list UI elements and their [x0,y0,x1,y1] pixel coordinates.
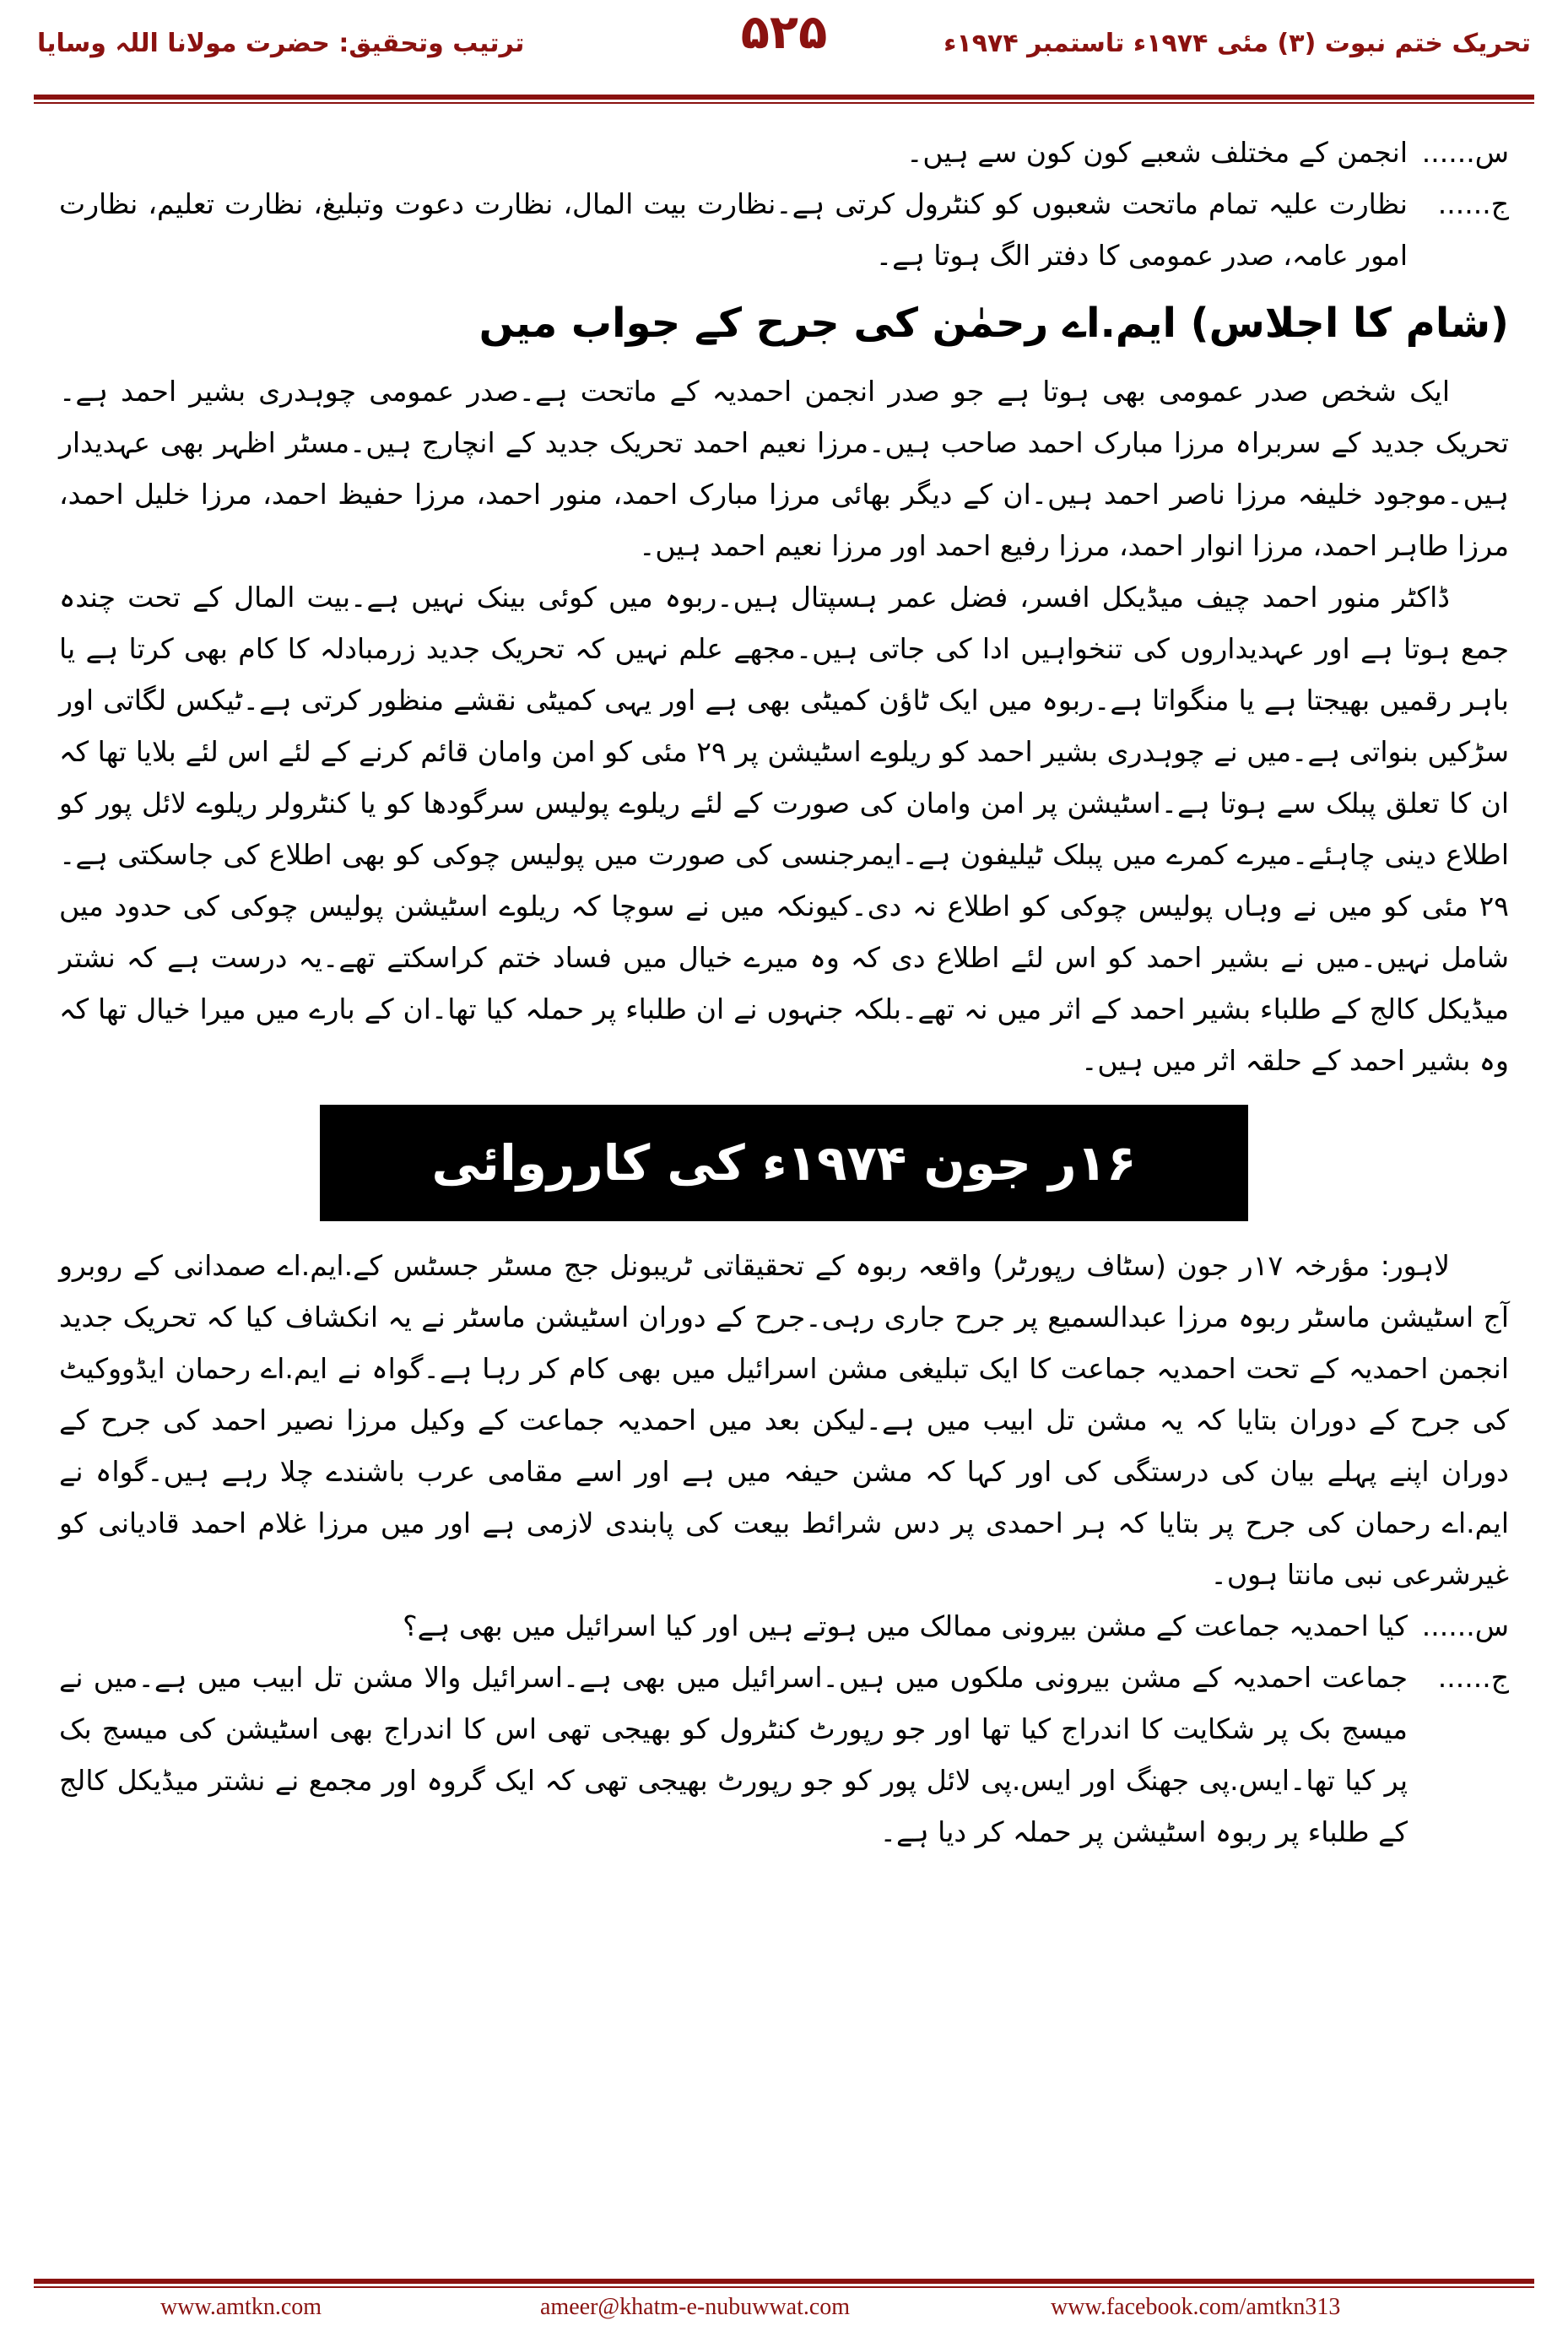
answer-1 [59,178,1509,281]
header-compiler: ترتیب وتحقیق: حضرت مولانا اللہ وسایا [37,29,525,58]
answer-label: ج...... [1437,1661,1509,1694]
answer-2 [59,1652,1509,1858]
footer-rule [34,2279,1534,2284]
answer-label: ج...... [1437,187,1509,220]
footer-website-link[interactable]: www.amtkn.com [160,2294,322,2320]
question-1 [59,127,1509,178]
answer-text: جماعت احمدیہ کے مشن بیرونی ملکوں میں ہیں۔اسرائیل میں بھی ہے۔اسرائیل والا مشن تل ابیب میں ہے۔میں نے میسج بک پر شکایت کا اندراج کیا تھا اور جو رپورٹ کنٹرول کو بھیجی تھی اس کا اندراج بھی اسٹیشن کی میسج بک پر کیا تھا۔ایس.پی جھنگ اور ایس.پی لائل پور کو جو رپورٹ بھیجی تھی کہ ایک گروہ اور مجمع نے نشتر میڈیکل کالج کے طلباء پر ربوہ اسٹیشن پر حملہ کر دیا ہے۔ [59,1661,1408,1848]
page-body [59,127,1509,1858]
question-text: کیا احمدیہ جماعت کے مشن بیرونی ممالک میں ہوتے ہیں اور کیا اسرائیل میں بھی ہے؟ [403,1609,1408,1642]
question-text: انجمن کے مختلف شعبے کون کون سے ہیں۔ [906,136,1408,169]
footer-facebook-link[interactable]: www.facebook.com/amtkn313 [1051,2294,1341,2320]
header-rule [34,95,1534,100]
date-banner: ۱۶ر جون ۱۹۷۴ء کی کارروائی [320,1105,1248,1221]
paragraph-1: ایک شخص صدر عمومی بھی ہوتا ہے جو صدر انجمن احمدیہ کے ماتحت ہے۔صدر عمومی چوہدری بشیر احمد ہے۔تحریک جدید کے سربراہ مرزا مبارک احمد صاحب ہیں۔مرزا نعیم احمد تحریک جدید کے انچارج ہیں۔مسٹر اظہر بھی عہدیدار ہیں۔موجود خلیفہ مرزا ناصر احمد ہیں۔ان کے دیگر بھائی مرزا مبارک احمد، منور احمد، مرزا حفیظ احمد، مرزا خلیل احمد، مرزا طاہر احمد، مرزا انوار احمد، مرزا رفیع احمد اور مرزا نعیم احمد ہیں۔ [59,375,1509,562]
footer-email-link[interactable]: ameer@khatm-e-nubuwwat.com [540,2294,851,2320]
page-number: ۵۲۵ [740,5,828,60]
paragraph-2: ڈاکٹر منور احمد چیف میڈیکل افسر، فضل عمر ہسپتال ہیں۔ربوہ میں کوئی بینک نہیں ہے۔بیت المال کے تحت چندہ جمع ہوتا ہے اور عہدیداروں کی تنخواہیں ادا کی جاتی ہیں۔مجھے علم نہیں کہ تحریک جدید زرمبادلہ کا کام بھی کرتا ہے یا باہر رقمیں بھیجتا ہے یا منگواتا ہے۔ربوہ میں ایک ٹاؤن کمیٹی بھی ہے اور یہی کمیٹی نقشے منظور کرتی ہے۔ٹیکس لگاتی اور سڑکیں بنواتی ہے۔میں نے چوہدری بشیر احمد کو ریلوے اسٹیشن پر ۲۹ مئی کو امن وامان قائم کرنے کے لئے اس لئے بلایا تھا کہ ان کا تعلق پبلک سے ہوتا ہے۔اسٹیشن پر امن وامان کی صورت کے لئے ریلوے پولیس سرگودھا کو یا کنٹرولر ریلوے لائل پور کو اطلاع دینی چاہئے۔میرے کمرے میں پبلک ٹیلیفون ہے۔ایمرجنسی کی صورت میں پولیس چوکی کو بھی اطلاع کی جاسکتی ہے۔۲۹ مئی کو میں نے وہاں پولیس چوکی کو اطلاع نہ دی۔کیونکہ میں نے سوچا کہ ریلوے اسٹیشن پولیس چوکی کی حدود میں شامل نہیں۔میں نے بشیر احمد کو اس لئے اطلاع دی کہ وہ میرے خیال میں فساد ختم کراسکتے تھے۔یہ درست ہے کہ نشتر میڈیکل کالج کے طلباء بشیر احمد کے اثر میں نہ تھے۔بلکہ جنہوں نے ان طلباء پر حملہ کیا تھا۔ان کے بارے میں میرا خیال تھا کہ وہ بشیر احمد کے حلقہ اثر میں ہیں۔ [59,581,1509,1077]
page-header [0,0,1568,100]
question-2 [59,1600,1509,1652]
header-rule-thin [34,102,1534,104]
banner-wrapper [59,1105,1509,1221]
header-book-title: تحریک ختم نبوت (۳) مئی ۱۹۷۴ء تاستمبر ۱۹۷۴ء [944,29,1531,58]
page-footer [0,2279,1568,2342]
section-heading: (شام کا اجلاس) ایم.اے رحمٰن کی جرح کے جواب میں [479,300,1509,347]
question-label: س...... [1421,1609,1509,1642]
footer-rule-thin [34,2286,1534,2288]
question-label: س...... [1421,136,1509,169]
paragraph-3: لاہور: مؤرخہ ۱۷ر جون (سٹاف رپورٹر) واقعہ ربوہ کے تحقیقاتی ٹریبونل جج مسٹر جسٹس کے.ایم.اے صمدانی کے روبرو آج اسٹیشن ماسٹر ربوہ مرزا عبدالسمیع پر جرح جاری رہی۔جرح کے دوران اسٹیشن ماسٹر نے یہ انکشاف کیا کہ تحریک جدید انجمن احمدیہ کے تحت احمدیہ جماعت کا ایک تبلیغی مشن اسرائیل میں بھی کام کر رہا ہے۔گواہ نے ایم.اے رحمان ایڈووکیٹ کی جرح کے دوران بتایا کہ یہ مشن تل ابیب میں ہے۔لیکن بعد میں احمدیہ جماعت کے وکیل مرزا نصیر احمد کی جرح کے دوران اپنے پہلے بیان کی درستگی کی اور کہا کہ مشن حیفہ میں ہے اور اسے مقامی عرب باشندے چلا رہے ہیں۔گواہ نے ایم.اے رحمان کی جرح پر بتایا کہ ہر احمدی پر دس شرائط بیعت کی پابندی لازمی ہے اور میں مرزا غلام احمد قادیانی کو غیرشرعی نبی مانتا ہوں۔ [59,1249,1509,1591]
answer-text: نظارت علیہ تمام ماتحت شعبوں کو کنٹرول کرتی ہے۔نظارت بیت المال، نظارت دعوت وتبلیغ، نظارت تعلیم، نظارت امور عامہ، صدر عمومی کا دفتر الگ ہوتا ہے۔ [59,187,1408,272]
